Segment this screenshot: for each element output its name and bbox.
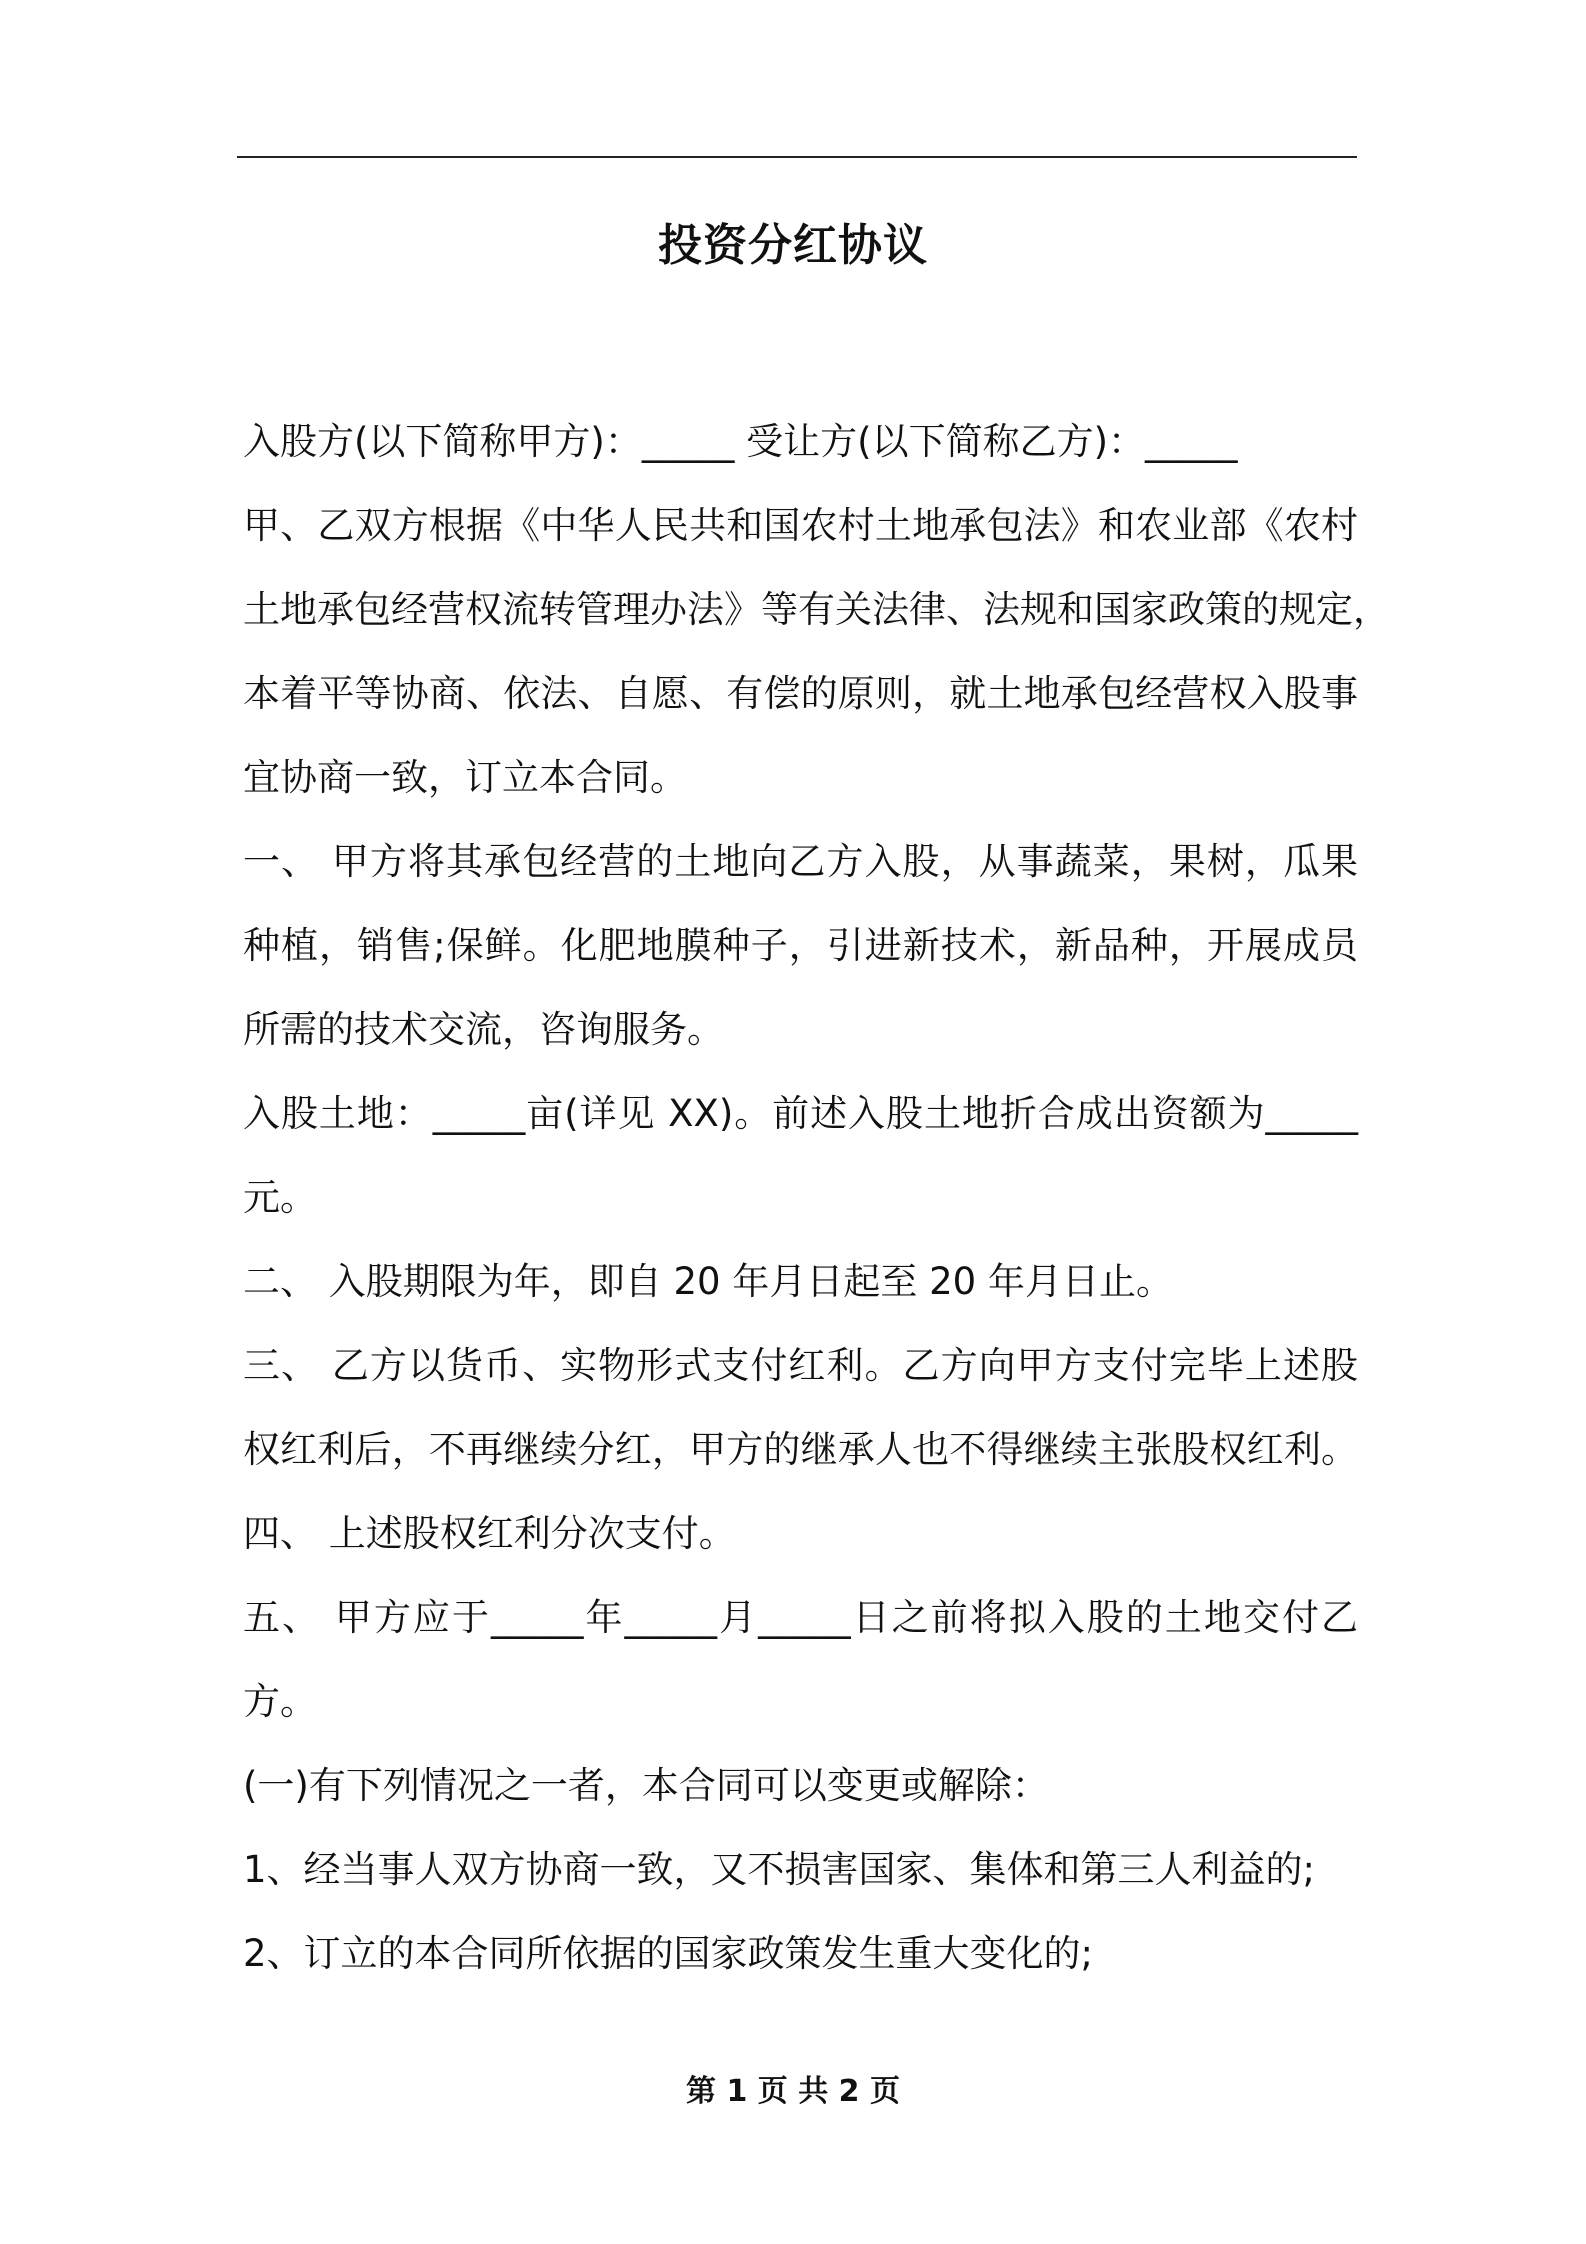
paragraph-line: 五、 甲方应于_____年_____月_____日之前将拟入股的土地交付乙 — [243, 1596, 1358, 1639]
paragraph-line: 入股土地：_____亩(详见 XX)。前述入股土地折合成出资额为_____ — [243, 1092, 1358, 1135]
paragraph-line: 三、 乙方以货币、实物形式支付红利。乙方向甲方支付完毕上述股 — [243, 1344, 1358, 1387]
paragraph-line: 种植，销售;保鲜。化肥地膜种子，引进新技术，新品种，开展成员 — [243, 924, 1358, 967]
page-number: 第 1 页 共 2 页 — [686, 2074, 900, 2109]
paragraph-line: (一)有下列情况之一者，本合同可以变更或解除： — [243, 1764, 1049, 1807]
paragraph-line: 本着平等协商、依法、自愿、有偿的原则，就土地承包经营权入股事 — [243, 672, 1358, 715]
paragraph-line: 二、 入股期限为年，即自 20 年月日起至 20 年月日止。 — [243, 1260, 1173, 1303]
paragraph-line: 一、 甲方将其承包经营的土地向乙方入股，从事蔬菜，果树，瓜果 — [243, 840, 1358, 883]
paragraph-line: 方。 — [243, 1680, 317, 1723]
paragraph-line: 权红利后，不再继续分红，甲方的继承人也不得继续主张股权红利。 — [243, 1428, 1358, 1471]
document-body — [243, 400, 1390, 1996]
document-title: 投资分红协议 — [658, 220, 928, 271]
paragraph-line: 入股方(以下简称甲方)：_____ 受让方(以下简称乙方)：_____ — [243, 420, 1238, 463]
paragraph-line: 1、经当事人双方协商一致，又不损害国家、集体和第三人利益的; — [243, 1848, 1316, 1891]
header-rule — [237, 156, 1357, 158]
paragraph-line: 2、订立的本合同所依据的国家政策发生重大变化的; — [243, 1932, 1094, 1975]
paragraph-line: 元。 — [243, 1176, 317, 1219]
paragraph-line: 所需的技术交流，咨询服务。 — [243, 1008, 724, 1051]
paragraph-line: 四、 上述股权红利分次支付。 — [243, 1512, 736, 1555]
paragraph-line: 甲、乙双方根据《中华人民共和国农村土地承包法》和农业部《农村 — [243, 504, 1358, 547]
paragraph-line: 宜协商一致，订立本合同。 — [243, 756, 687, 799]
paragraph-line: 土地承包经营权流转管理办法》等有关法律、法规和国家政策的规定， — [243, 588, 1390, 631]
